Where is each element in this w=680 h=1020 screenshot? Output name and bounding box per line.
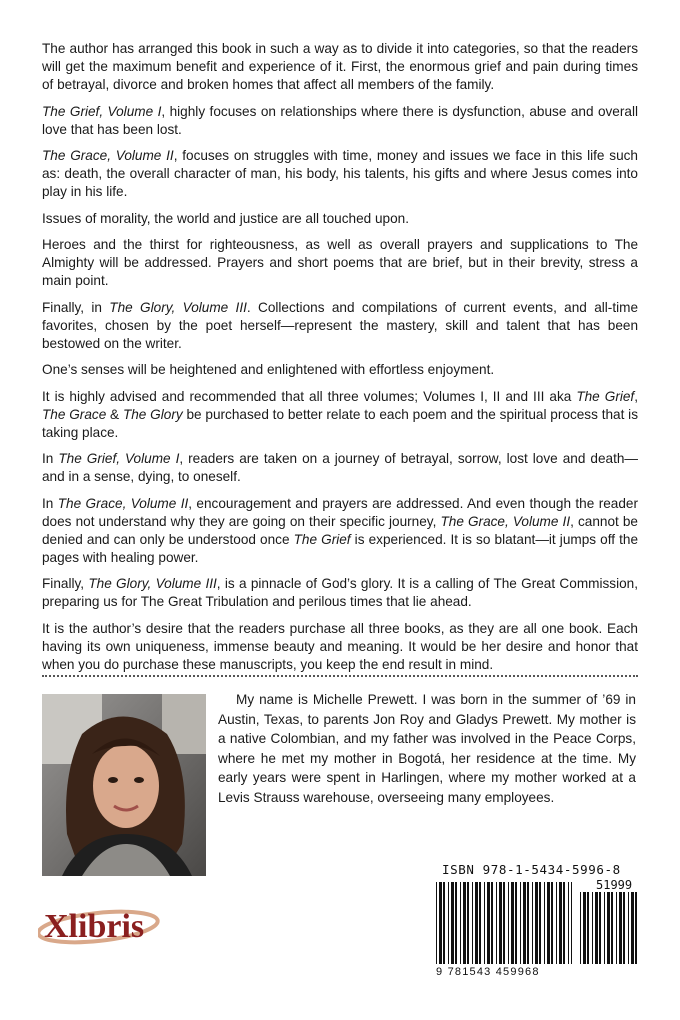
barcode-bar [544,882,545,964]
barcode-bar [607,892,610,964]
text-run: One’s senses will be heightened and enlightened with effortless enjoyment. [42,362,495,377]
barcode-bar [619,892,622,964]
blurb-paragraph [42,388,638,442]
blurb-paragraph [42,103,638,139]
text-run: , encouragement and prayers are addressed. And even though the reader does not understand why they are going on their specific journey, [42,495,638,529]
barcode-bar [448,882,449,964]
barcode-bar [508,882,509,964]
text-run: Issues of morality, the world and justice are all touched upon. [42,210,409,226]
blurb-paragraph [42,361,638,379]
book-title-italic: The Grace, Volume II [440,513,571,529]
barcode-bar [623,892,625,964]
text-run: , readers are taken on a journey of betrayal, sorrow, lost love and death—and in a sense, dying, to oneself. [42,451,638,484]
barcode-bar [604,892,605,964]
xlibris-logo [38,895,166,955]
barcode-bar [571,882,572,964]
blurb-paragraph [42,495,638,567]
barcode-bar [491,882,493,964]
isbn-label: ISBN 978-1-5434-5996-8 [442,862,621,877]
barcode-bar [455,882,457,964]
barcode-bar [527,882,529,964]
barcode-bar [580,892,581,964]
blurb-paragraph [42,147,638,201]
barcode-bar [503,882,505,964]
text-run: be purchased to better relate to each poem and the spiritual process that is taking place. [42,406,638,440]
barcode-bar [583,892,586,964]
barcode-bar [520,882,521,964]
barcode-bar [595,892,598,964]
text-run: & [106,406,123,422]
text-run: , cannot be denied and can only be understood once [42,513,638,547]
barcode-bar [484,882,485,964]
barcode-bar [556,882,557,964]
barcode-bar [460,882,461,964]
barcode-bar [539,882,541,964]
blurb-text [42,40,638,682]
text-run: , is a pinnacle of God’s glory. It is a calling of The Great Commission, preparing us for The Great Tribulation and perilous times that lie ahead. [42,576,638,609]
blurb-paragraph [42,299,638,353]
barcode-bar [511,882,514,964]
blurb-paragraph [42,620,638,674]
svg-text:Xlibris: Xlibris [44,908,145,945]
barcode-bar [499,882,502,964]
barcode-bar [515,882,517,964]
text-run: . Collections and compilations of current events, and all-time favorites, chosen by the poet herself—represent the mastery, skill and talent that has been bestowed on the writer. [42,299,639,351]
barcode-bar [631,892,634,964]
barcode-bar [635,892,637,964]
text-run: is experienced. It is so blatant—it jumps off the pages with healing power. [42,531,639,565]
book-title-italic: The Glory, Volume III [109,299,247,315]
barcode-bar [487,882,490,964]
text-run: Finally, in [42,299,110,315]
barcode-bar [547,882,550,964]
barcode-bar [475,882,478,964]
text-run: It is highly advised and recommended that all three volumes; Volumes I, II and III aka [42,388,577,404]
barcode-bar [439,882,442,964]
barcode-bar [467,882,469,964]
text-run: In [42,495,58,511]
barcode-bar [559,882,562,964]
barcode-bar [496,882,497,964]
barcode-bar [532,882,533,964]
book-title-italic: The Grace, Volume II [57,495,189,511]
barcode-bar [472,882,473,964]
barcode-bar [436,882,437,964]
barcode-bar [611,892,613,964]
book-title-italic: The Grace, Volume II [42,148,174,163]
barcode-bar [568,882,569,964]
blurb-paragraph [42,575,638,611]
blurb-paragraph [42,450,638,486]
text-run: , highly focuses on relationships where there is dysfunction, abuse and overall love that has been lost. [42,103,638,137]
barcode-bar [451,882,454,964]
book-title-italic: The Grief [576,388,635,404]
author-photo [42,694,206,876]
book-title-italic: The Grief, Volume I [58,451,180,466]
dotted-divider [42,675,638,677]
barcode-bar [587,892,589,964]
book-title-italic: The Glory, Volume III [88,576,217,591]
blurb-paragraph [42,210,638,228]
text-run: The author has arranged this book in such a way as to divide it into categories, so that the readers will get the maximum benefit and experience of it. First, the enormous grief and pain during times of betrayal, divorce and broken homes that affect all members of the family. [42,41,638,92]
text-run: Finally, [42,576,89,591]
barcode-bar [628,892,629,964]
author-bio: My name is Michelle Prewett. I was born in the summer of ’69 in Austin, Texas, to parents Jon Roy and Gladys Prewett. My mother is a native Colombian, and my father was involved in the Peace Corps, where he met my mother in Bogotá, her residence at the time. My early years were spent in Harlingen, where my mother worked at a Levis Strauss warehouse, overseeing many employees. [218,692,636,805]
barcode-bar [599,892,601,964]
text-run: In [42,451,59,466]
book-title-italic: The Glory [122,406,183,422]
text-run: , [634,388,638,404]
book-title-italic: The Grief, Volume I [42,103,162,119]
blurb-paragraph [42,40,638,94]
barcode-bar [463,882,466,964]
barcode-bar [479,882,481,964]
barcode-bar [551,882,553,964]
book-title-italic: The Grief [293,531,351,547]
barcode-bar [443,882,445,964]
barcode-bar [535,882,538,964]
text-run: It is the author’s desire that the readers purchase all three books, as they are all one book. Each having its own uniqueness, immense beauty and meaning. It would be her desire and honor that when you do purchase these manuscripts, you keep the end result in mind. [42,620,638,672]
book-title-italic: The Grace [42,406,107,422]
barcode-bar [523,882,526,964]
text-run: Heroes and the thirst for righteousness, as well as overall prayers and supplications to The Almighty will be addressed. Prayers and short poems that are brief, but in their brevity, stress a main point. [42,237,638,288]
barcode-bar [563,882,565,964]
barcode-bar [616,892,617,964]
barcode-bar [592,892,593,964]
blurb-paragraph [42,236,638,290]
text-run: , focuses on struggles with time, money and issues we face in this life such as: death, the overall character of man, his body, his talents, his gifts and where Jesus comes into play in his life. [42,148,638,199]
barcode-number: 9 781543 459968 [436,966,540,978]
price-code: 51999 [596,878,633,892]
